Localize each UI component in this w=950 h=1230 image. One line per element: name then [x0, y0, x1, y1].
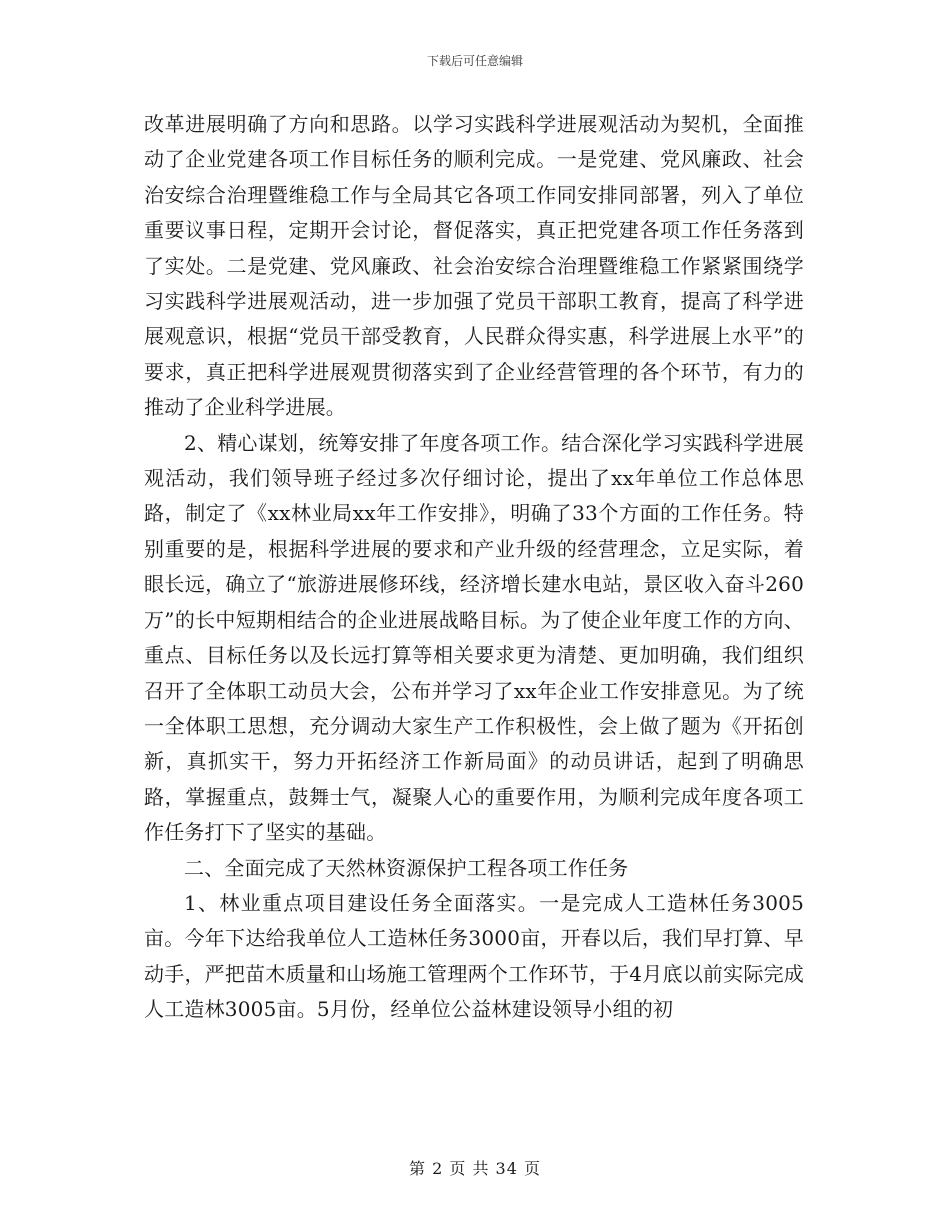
- paragraph-2: 2、精心谋划，统筹安排了年度各项工作。结合深化学习实践科学进展观活动，我们领导班子经过多次仔细讨论，提出了xx年单位工作总体思路，制定了《xx林业局xx年工作安排》，明确了33个方面的工作任务。特别重要的是，根据科学进展的要求和产业升级的经营理念，立足实际，着眼长远，确立了“旅游进展修环线，经济增长建水电站，景区收入奋斗260万”的长中短期相结合的企业进展战略目标。为了使企业年度工作的方向、重点、目标任务以及长远打算等相关要求更为清楚、更加明确，我们组织召开了全体职工动员大会，公布并学习了xx年企业工作安排意见。为了统一全体职工思想，充分调动大家生产工作积极性，会上做了题为《开拓创新，真抓实干，努力开拓经济工作新局面》的动员讲话，起到了明确思路，掌握重点，鼓舞士气，凝聚人心的重要作用，为顺利完成年度各项工作任务打下了坚实的基础。: [144, 430, 804, 845]
- document-body: [144, 107, 804, 1028]
- paragraph-1: 改革进展明确了方向和思路。以学习实践科学进展观活动为契机，全面推动了企业党建各项工作目标任务的顺利完成。一是党建、党风廉政、社会治安综合治理暨维稳工作与全局其它各项工作同安排同部署，列入了单位重要议事日程，定期开会讨论，督促落实，真正把党建各项工作任务落到了实处。二是党建、党风廉政、社会治安综合治理暨维稳工作紧紧围绕学习实践科学进展观活动，进一步加强了党员干部职工教育，提高了科学进展观意识，根据“党员干部受教育，人民群众得实惠，科学进展上水平”的要求，真正把科学进展观贯彻落实到了企业经营管理的各个环节，有力的推动了企业科学进展。: [144, 112, 804, 420]
- section-heading: 二、全面完成了天然林资源保护工程各项工作任务: [184, 855, 629, 880]
- paragraph-3: 1、林业重点项目建设任务全面落实。一是完成人工造林任务3005亩。今年下达给我单位人工造林任务3000亩，开春以后，我们早打算、早动手，严把苗木质量和山场施工管理两个工作环节，于4月底以前实际完成人工造林3005亩。5月份，经单位公益林建设领导小组的初: [144, 890, 804, 1022]
- page-header: 下载后可任意编辑: [426, 54, 523, 68]
- page-number: 第 2 页 共 34 页: [409, 1159, 541, 1178]
